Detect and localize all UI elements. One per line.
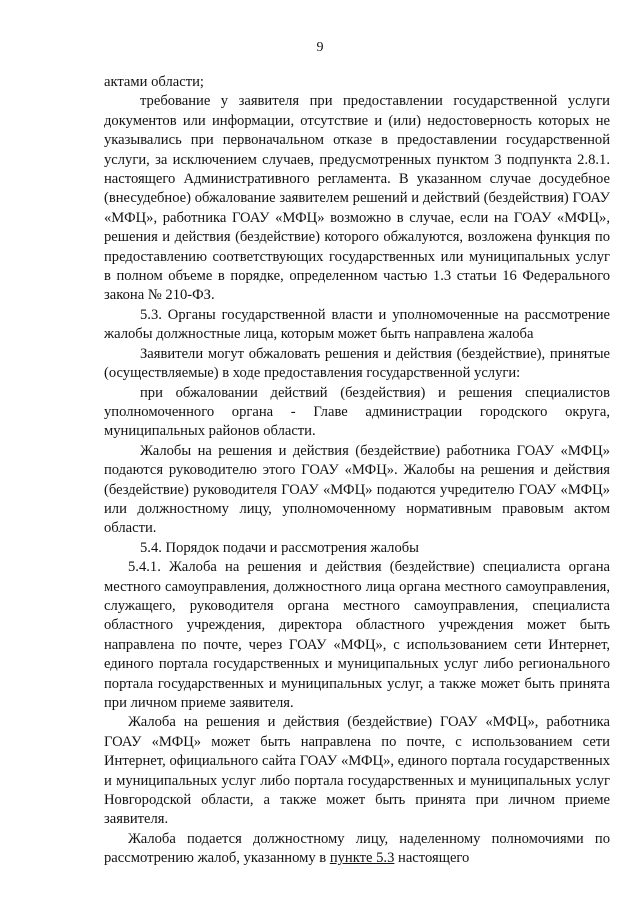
section-heading: 5.3. Органы государственной власти и уполномоченные на рассмотрение жалобы должностные лица, которым может быть направлена жалоба bbox=[104, 306, 610, 343]
paragraph: Жалоба на решения и действия (бездействие) ГОАУ «МФЦ», работника ГОАУ «МФЦ» может быть направлена по почте, с использованием сети Интернет, официального сайта ГОАУ «МФЦ», единого портала государственных и муниципальных услуг либо портала государственных и муниципальных услуг Новгородской области, а также может быть принята при личном приеме заявителя. bbox=[104, 714, 610, 828]
section-link[interactable]: пункте 5.3 bbox=[329, 850, 395, 867]
paragraph: требование у заявителя при предоставлении государственной услуги документов или информации, отсутствие и (или) недостоверность которых не указывались при первоначальном отказе в предоставлении государственной услуги, за исключением случаев, предусмотренных пунктом 3 подпункта 2.8.1. настоящего Административного регламента. В указанном случае досудебное (внесудебное) обжалование заявителем решений и действий (бездействия) ГОАУ «МФЦ», работника ГОАУ «МФЦ» возможно в случае, если на ГОАУ «МФЦ», решения и действия (бездействие) которого обжалуются, возложена функция по предоставлению соответствующих государственных или муниципальных услуг в полном объеме в порядке, определенном частью 1.3 статьи 16 Федерального закона № 210-ФЗ. bbox=[104, 93, 610, 304]
paragraph: при обжаловании действий (бездействия) и решения специалистов уполномоченного органа - Главе администрации городского округа, муниципальных районов области. bbox=[104, 384, 610, 440]
section-heading: 5.4. Порядок подачи и рассмотрения жалобы bbox=[140, 539, 419, 556]
paragraph: Жалобы на решения и действия (бездействие) работника ГОАУ «МФЦ» подаются руководителю этого ГОАУ «МФЦ». Жалобы на решения и действия (бездействие) руководителя ГОАУ «МФЦ» подаются учредителю ГОАУ «МФЦ» или должностному лицу, уполномоченному нормативным правовым актом области. bbox=[104, 442, 610, 537]
paragraph-text: настоящего bbox=[394, 850, 470, 867]
page-number: 9 bbox=[316, 40, 324, 55]
paragraph: Заявители могут обжаловать решения и действия (бездействие), принятые (осуществляемые) в ходе предоставления государственной услуги: bbox=[104, 345, 610, 382]
paragraph: 5.4.1. Жалоба на решения и действия (бездействие) специалиста органа местного самоуправления, должностного лица органа местного самоуправления, служащего, руководителя органа местного самоуправления, специалиста областного учреждения, директора областного учреждения может быть направлена по почте, через ГОАУ «МФЦ», с использованием сети Интернет, единого портала государственных и муниципальных услуг либо регионального портала государственных и муниципальных услуг, а также может быть принята при личном приеме заявителя. bbox=[104, 559, 610, 711]
document-body bbox=[104, 73, 610, 869]
paragraph bbox=[104, 830, 610, 869]
paragraph: актами области; bbox=[104, 74, 204, 90]
paragraph-text: Жалоба подается должностному лицу, наделенному полномочиями по рассмотрению жалоб, указанному в bbox=[104, 830, 610, 867]
